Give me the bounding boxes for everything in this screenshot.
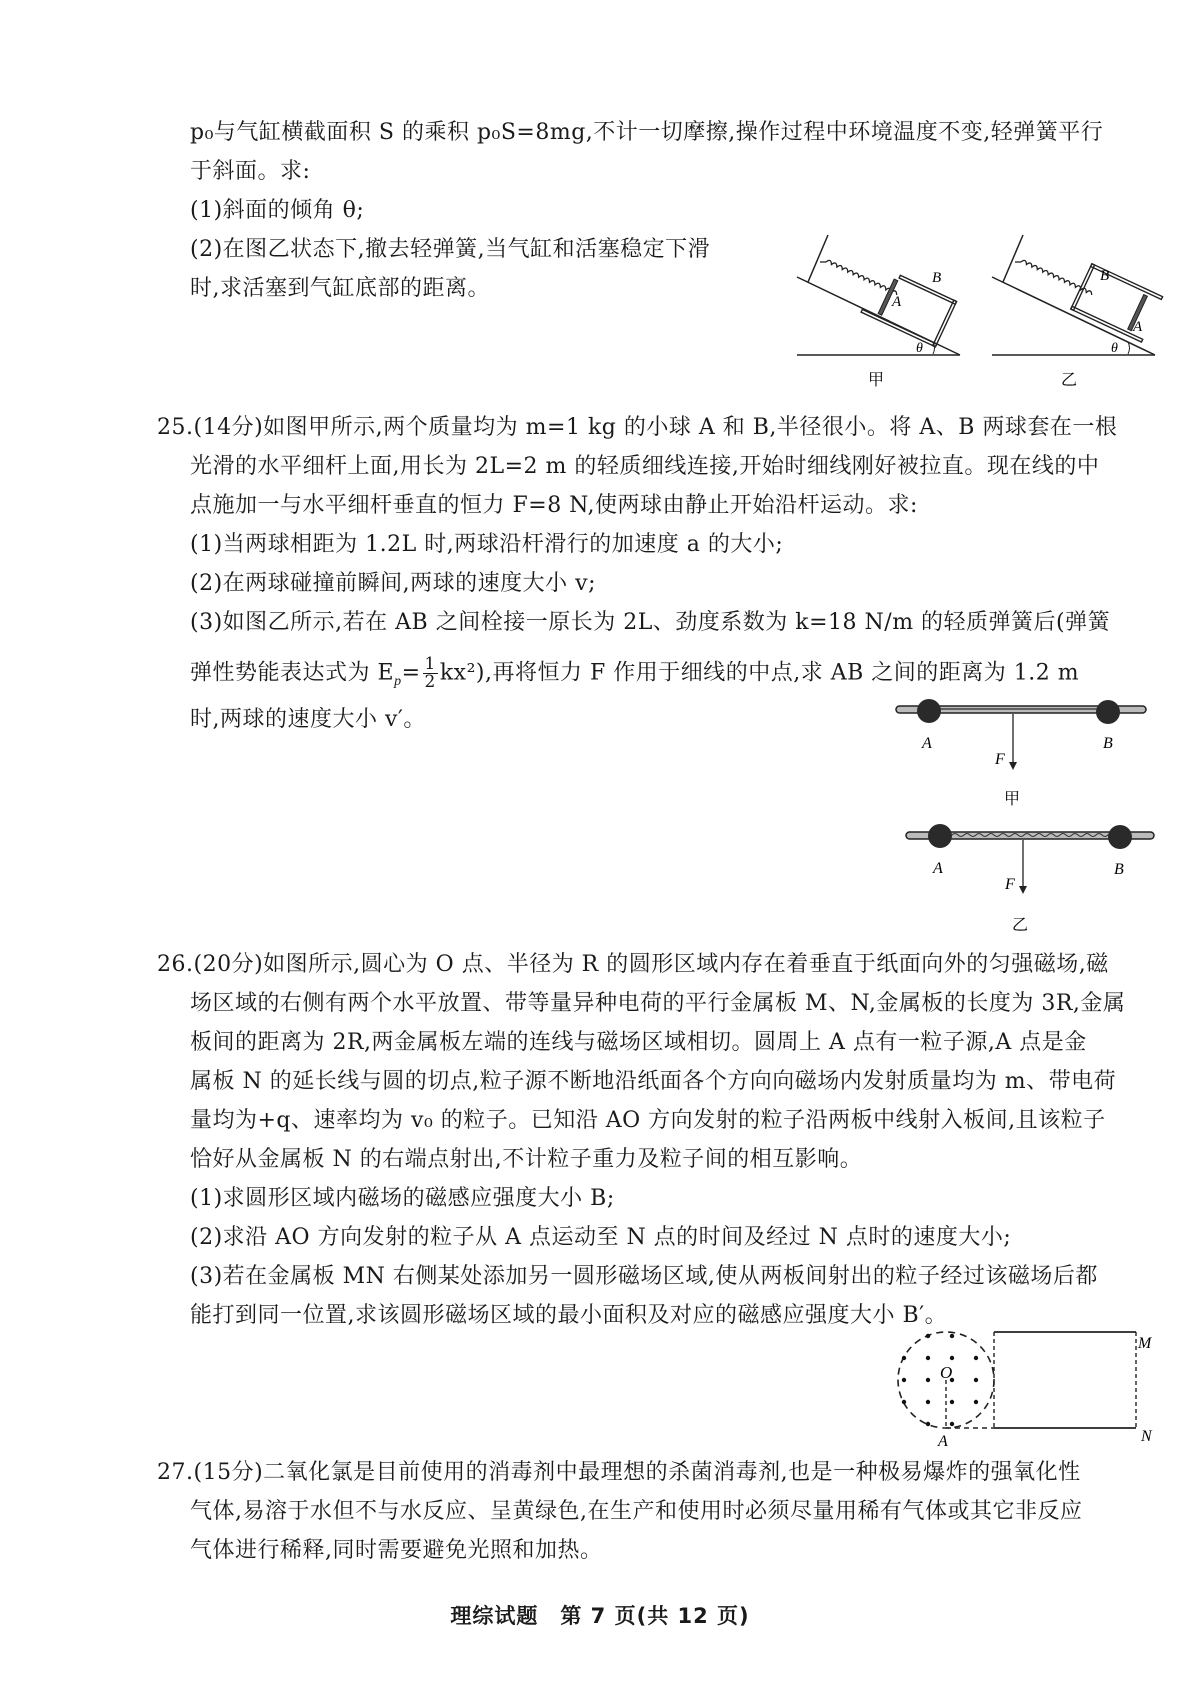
ep-subscript: p bbox=[394, 673, 402, 689]
label-f: F bbox=[1005, 876, 1015, 893]
p24-text-line-1: p₀与气缸横截面积 S 的乘积 p₀S=8mg,不计一切摩擦,操作过程中环境温度不变,轻弹簧平行 bbox=[190, 120, 1104, 145]
p27-line-3: 气体进行稀释,同时需要避免光照和加热。 bbox=[190, 1538, 603, 1563]
label-theta: θ bbox=[1111, 341, 1118, 356]
incline-surface bbox=[992, 277, 1155, 355]
field-dot bbox=[926, 1400, 930, 1404]
field-dot bbox=[902, 1400, 906, 1404]
field-dot bbox=[902, 1356, 906, 1360]
fraction-numerator: 1 bbox=[424, 654, 436, 674]
field-dot bbox=[950, 1400, 954, 1404]
figure-rod-jia bbox=[896, 699, 1146, 808]
label-theta: θ bbox=[916, 341, 923, 356]
p26-line-4: 属板 N 的延长线与圆的切点,粒子源不断地沿纸面各个方向向磁场内发射质量均为 m、带电荷 bbox=[190, 1069, 1117, 1094]
p27-line-1 bbox=[157, 1458, 1081, 1488]
label-f: F bbox=[995, 751, 1005, 768]
field-dot bbox=[950, 1422, 954, 1426]
rod-balls-figure bbox=[880, 690, 1200, 950]
equals-sign: = bbox=[401, 660, 421, 686]
field-dot bbox=[926, 1422, 930, 1426]
label-b: B bbox=[1114, 861, 1124, 878]
field-dot bbox=[974, 1356, 978, 1360]
p26-question-3-line-1: (3)若在金属板 MN 右侧某处添加另一圆形磁场区域,使从两板间射出的粒子经过该磁场后都 bbox=[190, 1264, 1098, 1289]
p25-question-3-line-1: (3)如图乙所示,若在 AB 之间栓接一原长为 2L、劲度系数为 k=18 N/m 的轻质弹簧后(弹簧 bbox=[190, 610, 1111, 635]
incline-cylinder-figure bbox=[780, 220, 1200, 410]
p27-number: 27. bbox=[157, 1460, 194, 1485]
field-dot bbox=[926, 1334, 930, 1338]
wall bbox=[1003, 235, 1023, 282]
arrow-down-icon bbox=[1019, 886, 1027, 894]
label-o: O bbox=[940, 1363, 953, 1382]
p26-text-1: 如图所示,圆心为 O 点、半径为 R 的圆形区域内存在着垂直于纸面向外的匀强磁场,磁 bbox=[263, 952, 1109, 977]
p25-line-2: 光滑的水平细杆上面,用长为 2L=2 m 的轻质细线连接,开始时细线刚好被拉直。现在线的中 bbox=[190, 454, 1100, 479]
p25-number: 25. bbox=[157, 415, 194, 440]
ball-a bbox=[928, 824, 952, 848]
label-b: B bbox=[932, 270, 942, 286]
figure-rod-yi bbox=[906, 824, 1154, 934]
p26-question-1: (1)求圆形区域内磁场的磁感应强度大小 B; bbox=[190, 1186, 615, 1211]
p25-question-3-line-3: 时,两球的速度大小 v′。 bbox=[190, 707, 426, 732]
p24-text-line-2: 于斜面。求: bbox=[190, 159, 311, 184]
field-dot bbox=[974, 1400, 978, 1404]
caption-jia: 甲 bbox=[868, 372, 885, 389]
label-a: A bbox=[933, 860, 943, 877]
p24-question-2-line-2: 时,求活塞到气缸底部的距离。 bbox=[190, 276, 490, 301]
p26-line-1 bbox=[157, 950, 1109, 980]
p26-line-3: 板间的距离为 2R,两金属板左端的连线与磁场区域相切。圆周上 A 点有一粒子源,A 点是金 bbox=[190, 1030, 1087, 1055]
p26-line-2: 场区域的右侧有两个水平放置、带等量异种电荷的平行金属板 M、N,金属板的长度为 3R,金属 bbox=[190, 991, 1126, 1016]
p27-line-2: 气体,易溶于水但不与水反应、呈黄绿色,在生产和使用时必须尽量用稀有气体或其它非反应 bbox=[190, 1499, 1083, 1524]
page-footer: 理综试题 第 7 页(共 12 页) bbox=[450, 1604, 750, 1628]
cylinder-b bbox=[1071, 264, 1163, 342]
ep-label: 弹性势能表达式为 E bbox=[190, 660, 395, 686]
spring-icon bbox=[1021, 259, 1093, 295]
label-a: A bbox=[892, 294, 902, 310]
cylinder-b bbox=[861, 267, 956, 347]
wall bbox=[808, 235, 828, 282]
p26-question-3-line-2: 能打到同一位置,求该圆形磁场区域的最小面积及对应的磁感应强度大小 B′。 bbox=[190, 1303, 948, 1328]
p26-line-6: 恰好从金属板 N 的右端点射出,不计粒子重力及粒子间的相互影响。 bbox=[190, 1147, 863, 1172]
ball-b bbox=[1096, 700, 1120, 724]
p26-line-5: 量均为+q、速率均为 v₀ 的粒子。已知沿 AO 方向发射的粒子沿两板中线射入板间,且该粒子 bbox=[190, 1108, 1106, 1133]
label-a: A bbox=[938, 1433, 948, 1450]
fraction-one-half bbox=[423, 656, 438, 691]
label-b: B bbox=[1103, 735, 1113, 752]
angle-arc bbox=[1128, 342, 1130, 354]
label-b: B bbox=[1100, 268, 1110, 284]
p26-points: (20分) bbox=[193, 952, 264, 977]
label-a: A bbox=[1133, 319, 1143, 335]
ball-b bbox=[1108, 825, 1132, 849]
label-n: N bbox=[1141, 1428, 1152, 1445]
figure-yi bbox=[992, 235, 1163, 389]
p25-line-3: 点施加一与水平细杆垂直的恒力 F=8 N,使两球由静止开始沿杆运动。求: bbox=[190, 493, 918, 518]
fraction-denominator: 2 bbox=[424, 672, 436, 692]
p26-number: 26. bbox=[157, 952, 194, 977]
field-dot bbox=[926, 1378, 930, 1382]
field-dot bbox=[902, 1378, 906, 1382]
figure-jia bbox=[797, 235, 960, 389]
label-m: M bbox=[1138, 1335, 1152, 1352]
p25-q3-text: kx²),再将恒力 F 作用于细线的中点,求 AB 之间的距离为 1.2 m bbox=[439, 660, 1080, 686]
p25-question-2: (2)在两球碰撞前瞬间,两球的速度大小 v; bbox=[190, 571, 596, 596]
field-dot bbox=[926, 1356, 930, 1360]
ball-a bbox=[917, 699, 941, 723]
arrow-down-icon bbox=[1009, 762, 1017, 770]
field-dot bbox=[974, 1378, 978, 1382]
p27-text-1: 二氧化氯是目前使用的消毒剂中最理想的杀菌消毒剂,也是一种极易爆炸的强氧化性 bbox=[263, 1460, 1081, 1485]
caption-yi: 乙 bbox=[1012, 917, 1029, 934]
p24-question-1: (1)斜面的倾角 θ; bbox=[190, 198, 365, 223]
p25-text-1: 如图甲所示,两个质量均为 m=1 kg 的小球 A 和 B,半径很小。将 A、B 两球套在一根 bbox=[263, 415, 1118, 440]
label-a: A bbox=[922, 735, 932, 752]
field-dot bbox=[950, 1356, 954, 1360]
p24-question-2-line-1: (2)在图乙状态下,撤去轻弹簧,当气缸和活塞稳定下滑 bbox=[190, 237, 711, 262]
p25-question-1: (1)当两球相距为 1.2L 时,两球沿杆滑行的加速度 a 的大小; bbox=[190, 532, 784, 557]
p26-question-2: (2)求沿 AO 方向发射的粒子从 A 点运动至 N 点的时间及经过 N 点时的速度大小; bbox=[190, 1225, 1012, 1250]
caption-yi: 乙 bbox=[1061, 372, 1078, 389]
p25-points: (14分) bbox=[193, 415, 264, 440]
spring-icon bbox=[826, 259, 898, 295]
magnetic-field-figure bbox=[880, 1320, 1200, 1460]
p27-points: (15分) bbox=[193, 1460, 264, 1485]
p25-line-1 bbox=[157, 413, 1117, 443]
field-dot bbox=[950, 1334, 954, 1338]
caption-jia: 甲 bbox=[1004, 791, 1021, 808]
